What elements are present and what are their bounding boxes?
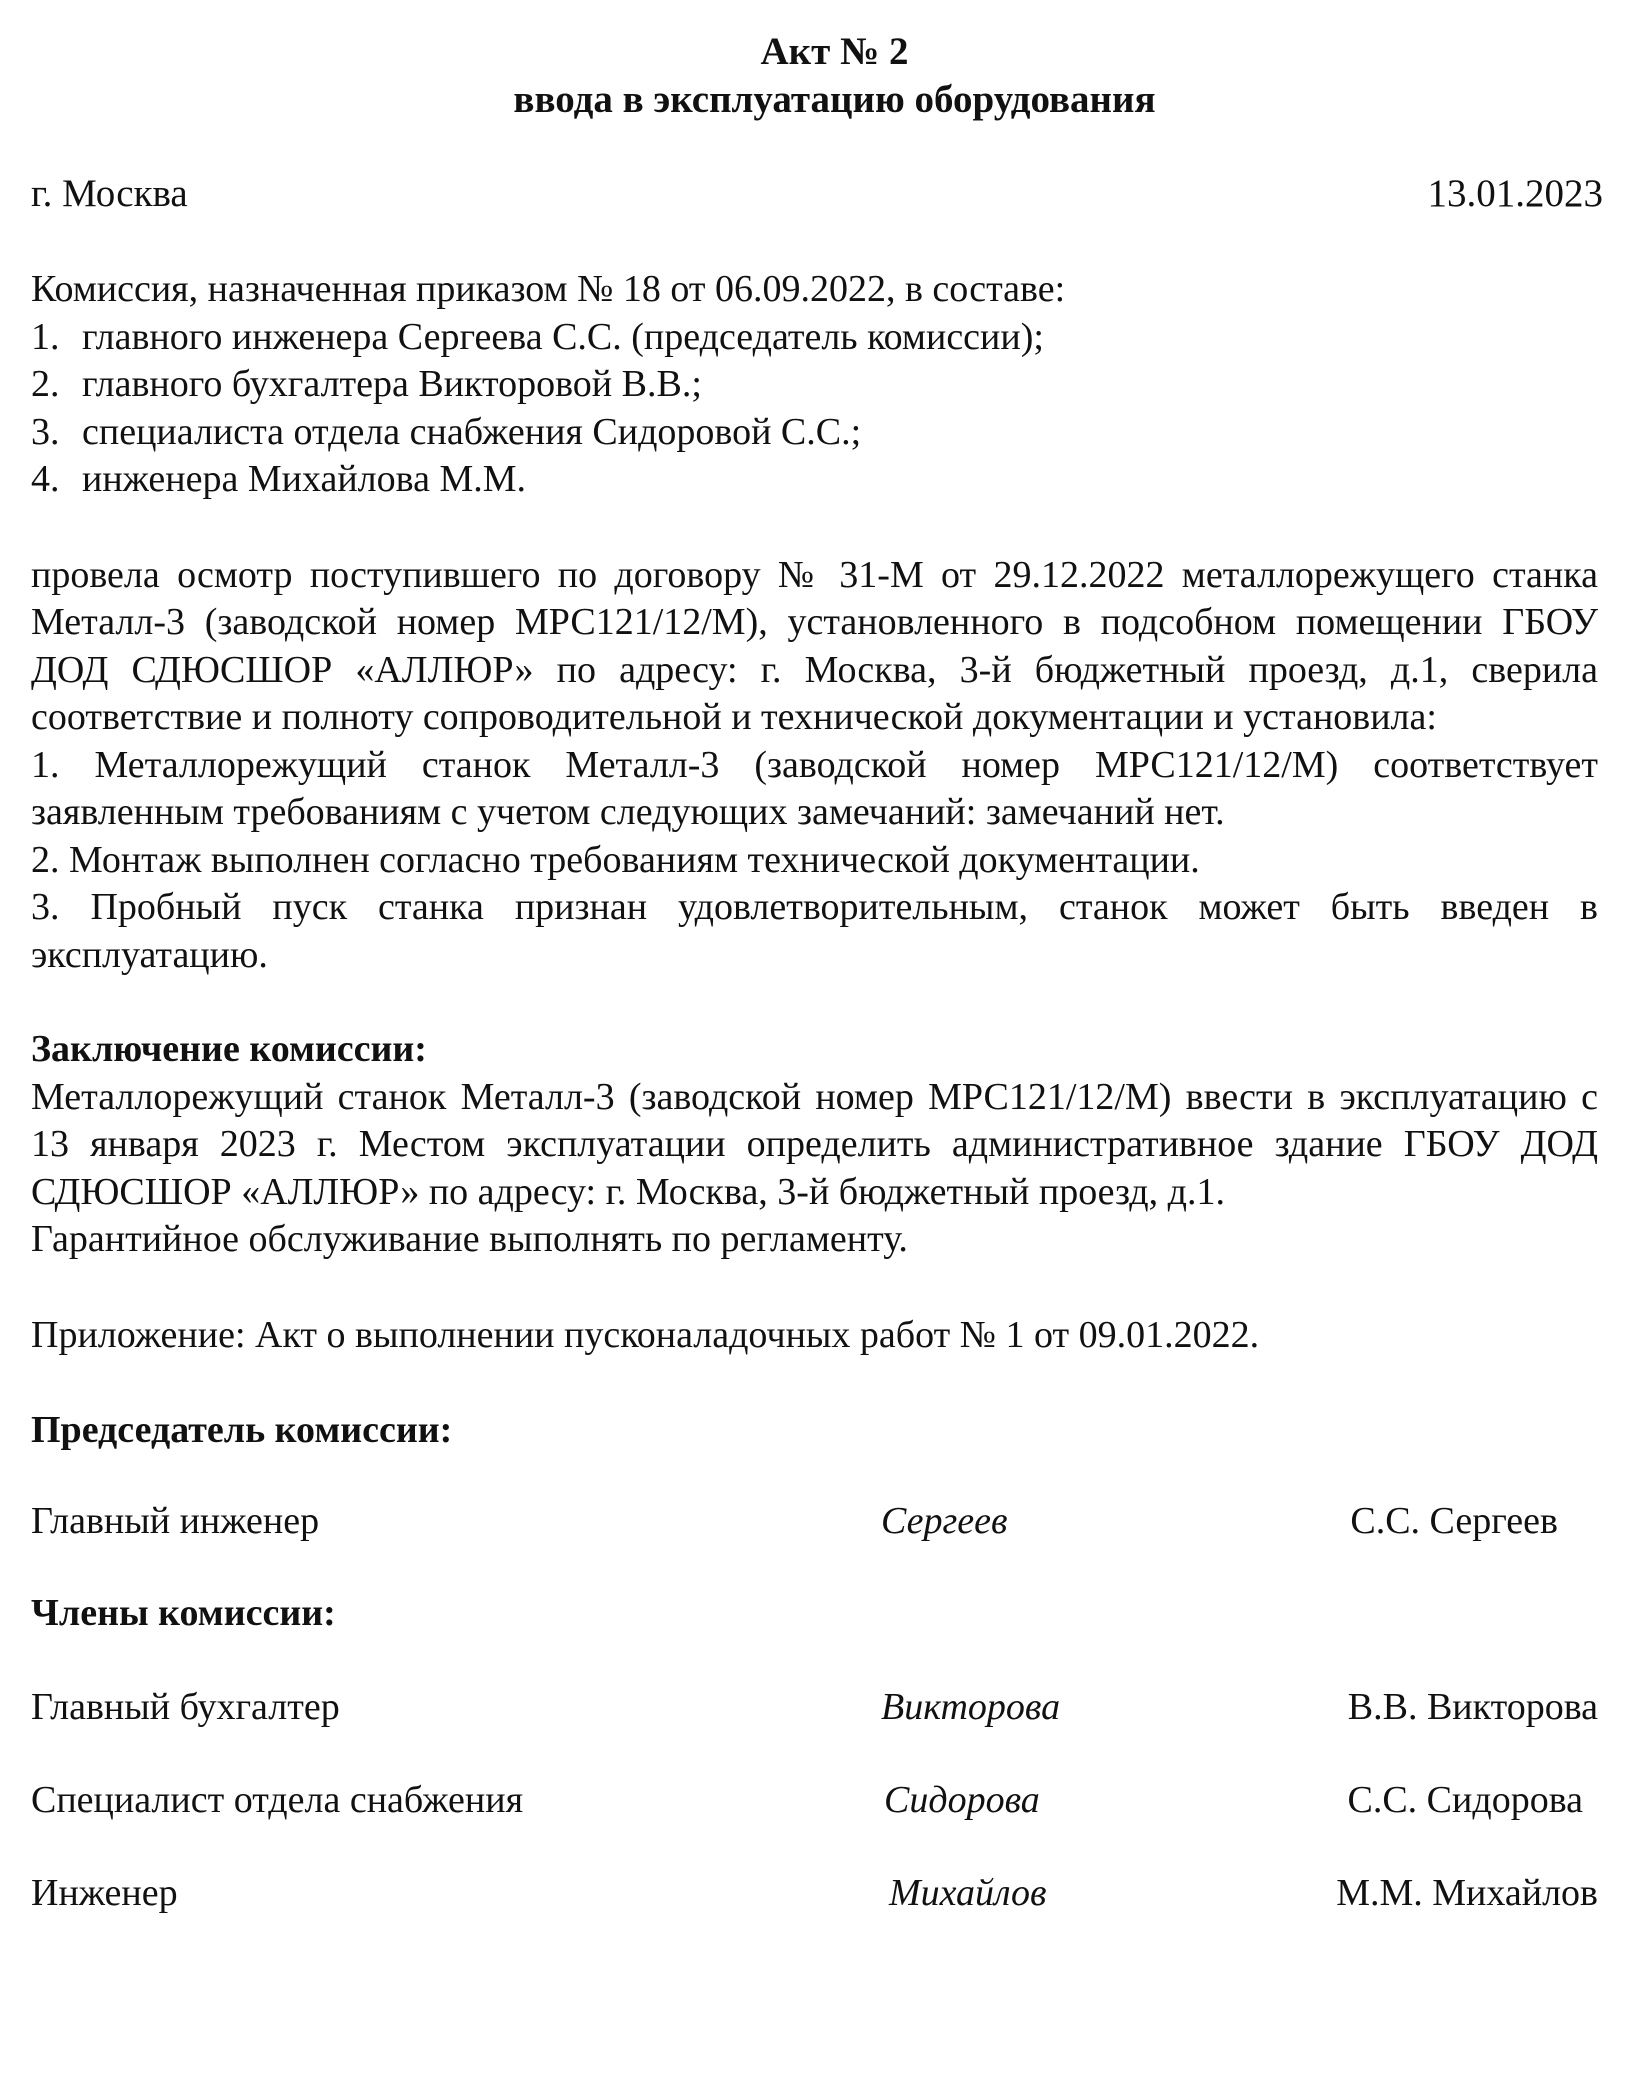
member-text: инженера Михайлова М.М. [82, 458, 527, 500]
signature-row [31, 1869, 1598, 1917]
signature-row [31, 1683, 1598, 1731]
attachment-text: Приложение: Акт о выполнении пусконаладочных работ № 1 от 09.01.2022. [31, 1313, 1260, 1356]
commission-intro: Комиссия, назначенная приказом № 18 от 06.09.2022, в составе: [31, 268, 1066, 310]
finding-3: 3. Пробный пуск станка признан удовлетворительным, станок может быть введен в эксплуатацию. [31, 886, 1598, 976]
signer-name: В.В. Викторова [1347, 1686, 1598, 1728]
document-title [71, 28, 1598, 124]
inspection-section [31, 552, 1598, 980]
member-number: 3. [31, 410, 60, 453]
commission-section [31, 266, 1598, 504]
commission-member [31, 409, 1598, 457]
signature: Сергеев [881, 1499, 1008, 1542]
member-number: 1. [31, 315, 60, 358]
member-text: специалиста отдела снабжения Сидоровой С.С.; [82, 410, 862, 453]
title-line-2: ввода в эксплуатацию оборудования [513, 78, 1156, 121]
document-page [31, 28, 1603, 1917]
signer-name: С.С. Сергеев [1350, 1499, 1558, 1542]
signer-name: С.С. Сидорова [1347, 1779, 1583, 1821]
signature: Михайлов [889, 1872, 1047, 1914]
member-number: 2. [31, 363, 60, 405]
chairman-section [31, 1407, 1598, 1545]
members-section [31, 1590, 1598, 1918]
conclusion-section [31, 1026, 1598, 1264]
signer-name: М.М. Михайлов [1336, 1872, 1598, 1914]
finding-1: 1. Металлорежущий станок Металл-3 (заводской номер МРС121/12/М) соответствует заявленным требованиям с учетом следующих замечаний: замечаний нет. [31, 743, 1598, 833]
document-date: 13.01.2023 [1427, 172, 1603, 215]
signature-row [31, 1776, 1598, 1824]
commission-member [31, 456, 1598, 504]
finding-2: 2. Монтаж выполнен согласно требованиям технической документации. [31, 838, 1200, 881]
chairman-heading: Председатель комиссии: [31, 1409, 453, 1451]
signer-role: Главный инженер [31, 1499, 320, 1542]
member-number: 4. [31, 458, 60, 500]
commission-member [31, 314, 1598, 362]
members-heading: Члены комиссии: [31, 1591, 336, 1634]
place-date-row [31, 170, 1603, 218]
signer-role: Специалист отдела снабжения [31, 1779, 524, 1821]
title-line-1: Акт № 2 [760, 30, 909, 73]
member-text: главного бухгалтера Викторовой В.В.; [82, 363, 702, 405]
signature: Сидорова [884, 1779, 1040, 1821]
warranty-text: Гарантийное обслуживание выполнять по регламенту. [31, 1218, 908, 1260]
conclusion-heading: Заключение комиссии: [31, 1028, 427, 1070]
attachment-section [31, 1312, 1598, 1360]
signer-role: Главный бухгалтер [31, 1686, 340, 1728]
conclusion-text: Металлорежущий станок Металл-3 (заводской номер МРС121/12/М) ввести в эксплуатацию с 13 января 2023 г. Местом эксплуатации определить административное здание ГБОУ ДОД СДЮСШОР «АЛЛЮР» по адресу: г. Москва, 3-й бюджетный проезд, д.1. [31, 1075, 1598, 1213]
commission-member [31, 361, 1598, 409]
signature: Викторова [881, 1686, 1061, 1728]
place: г. Москва [31, 172, 188, 215]
signer-role: Инженер [31, 1872, 178, 1914]
member-text: главного инженера Сергеева С.С. (председатель комиссии); [82, 315, 1044, 358]
inspection-text: провела осмотр поступившего по договору № 31-М от 29.12.2022 металлорежущего станка Металл-3 (заводской номер МРС121/12/М), установленного в подсобном помещении ГБОУ ДОД СДЮСШОР «АЛЛЮР» по адресу: г. Москва, 3-й бюджетный проезд, д.1, сверила соответствие и полноту сопроводительной и технической документации и установила: [31, 553, 1598, 738]
signature-row [31, 1497, 1598, 1545]
